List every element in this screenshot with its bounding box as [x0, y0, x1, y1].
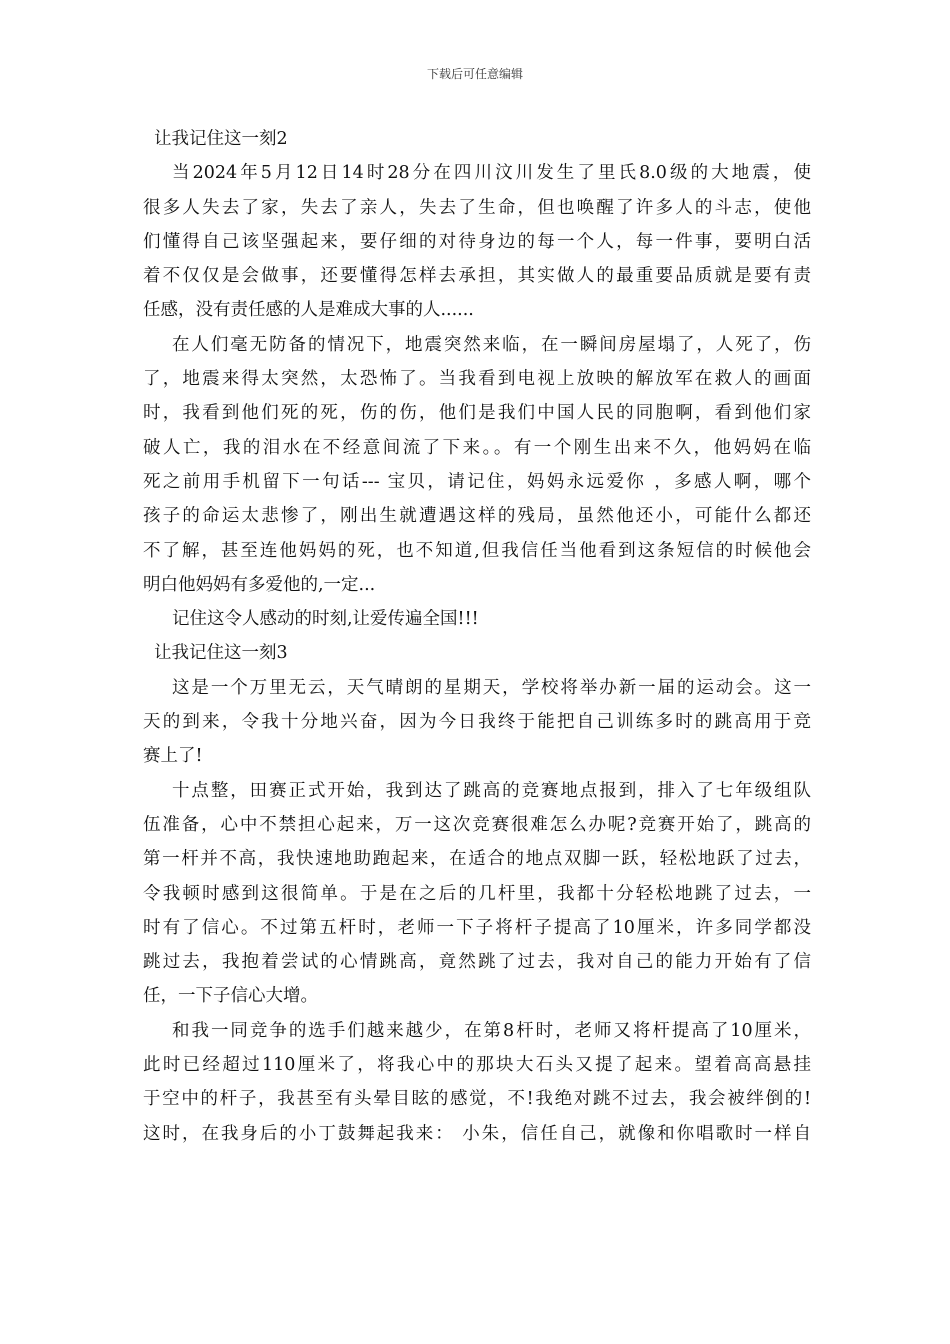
page-header: 下载后可任意编辑 [426, 67, 523, 81]
text-line: 时有了信心。不过第五杆时，老师一下子将杆子提高了10厘米，许多同学都没 [143, 917, 811, 938]
text-line: 破人亡，我的泪水在不经意间流了下来。。有一个刚生出来不久，他妈妈在临 [143, 437, 811, 458]
text-line: 和我一同竞争的选手们越来越少，在第8杆时，老师又将杆提高了10厘米， [172, 1020, 811, 1041]
text-line: 记住这令人感动的时刻,让爱传遍全国!!! [172, 609, 479, 630]
text-line: 第一杆并不高，我快速地助跑起来，在适合的地点双脚一跃，轻松地跃了过去， [143, 849, 811, 870]
text-line: 着不仅仅是会做事，还要懂得怎样去承担，其实做人的最重要品质就是要有责 [143, 266, 811, 287]
text-line: 很多人失去了家，失去了亲人，失去了生命，但也唤醒了许多人的斗志，使他 [143, 197, 811, 218]
section-heading: 让我记住这一刻2 [154, 129, 288, 149]
text-line: 于空中的杆子，我甚至有头晕目眩的感觉，不!我绝对跳不过去，我会被绊倒的! [143, 1089, 811, 1110]
section-heading: 让我记住这一刻3 [154, 643, 288, 664]
text-line: 十点整，田赛正式开始，我到达了跳高的竞赛地点报到，排入了七年级组队 [172, 780, 811, 801]
text-line: 了，地震来得太突然，太恐怖了。当我看到电视上放映的解放军在救人的画面 [143, 369, 811, 390]
text-line: 天的到来，令我十分地兴奋，因为今日我终于能把自己训练多时的跳高用于竞 [143, 712, 811, 733]
document-body [143, 122, 811, 1151]
text-line: 赛上了! [143, 746, 203, 767]
text-line: 当2024年5月12日14时28分在四川汶川发生了里氏8.0级的大地震，使 [172, 163, 811, 184]
text-line: 此时已经超过110厘米了，将我心中的那块大石头又提了起来。望着高高悬挂 [143, 1055, 811, 1076]
text-line: 明白他妈妈有多爱他的,一定... [143, 574, 376, 595]
text-line: 任感，没有责任感的人是难成大事的人...... [143, 300, 474, 321]
text-line: 们懂得自己该坚强起来，要仔细的对待身边的每一个人，每一件事，要明白活 [143, 231, 811, 252]
text-line: 死之前用手机留下一句话--- 宝贝，请记住，妈妈永远爱你 ，多感人啊，哪个 [143, 471, 811, 492]
text-line: 任，一下子信心大增。 [143, 986, 318, 1007]
text-line: 这是一个万里无云，天气晴朗的星期天，学校将举办新一届的运动会。这一 [172, 677, 811, 698]
text-line: 时，我看到他们死的死，伤的伤，他们是我们中国人民的同胞啊，看到他们家 [143, 403, 811, 424]
text-line: 不了解，甚至连他妈妈的死，也不知道,但我信任当他看到这条短信的时候他会 [143, 540, 811, 561]
text-line: 令我顿时感到这很简单。于是在之后的几杆里，我都十分轻松地跳了过去，一 [143, 883, 811, 904]
text-line: 这时，在我身后的小丁鼓舞起我来： 小朱，信任自己，就像和你唱歌时一样自 [143, 1123, 811, 1144]
text-line: 在人们毫无防备的情况下，地震突然来临，在一瞬间房屋塌了，人死了，伤 [172, 334, 811, 355]
text-line: 跳过去，我抱着尝试的心情跳高，竟然跳了过去，我对自己的能力开始有了信 [143, 952, 811, 973]
text-line: 伍准备，心中不禁担心起来，万一这次竞赛很难怎么办呢?竞赛开始了，跳高的 [143, 814, 811, 835]
text-line: 孩子的命运太悲惨了，刚出生就遭遇这样的残局，虽然他还小，可能什么都还 [143, 506, 811, 527]
